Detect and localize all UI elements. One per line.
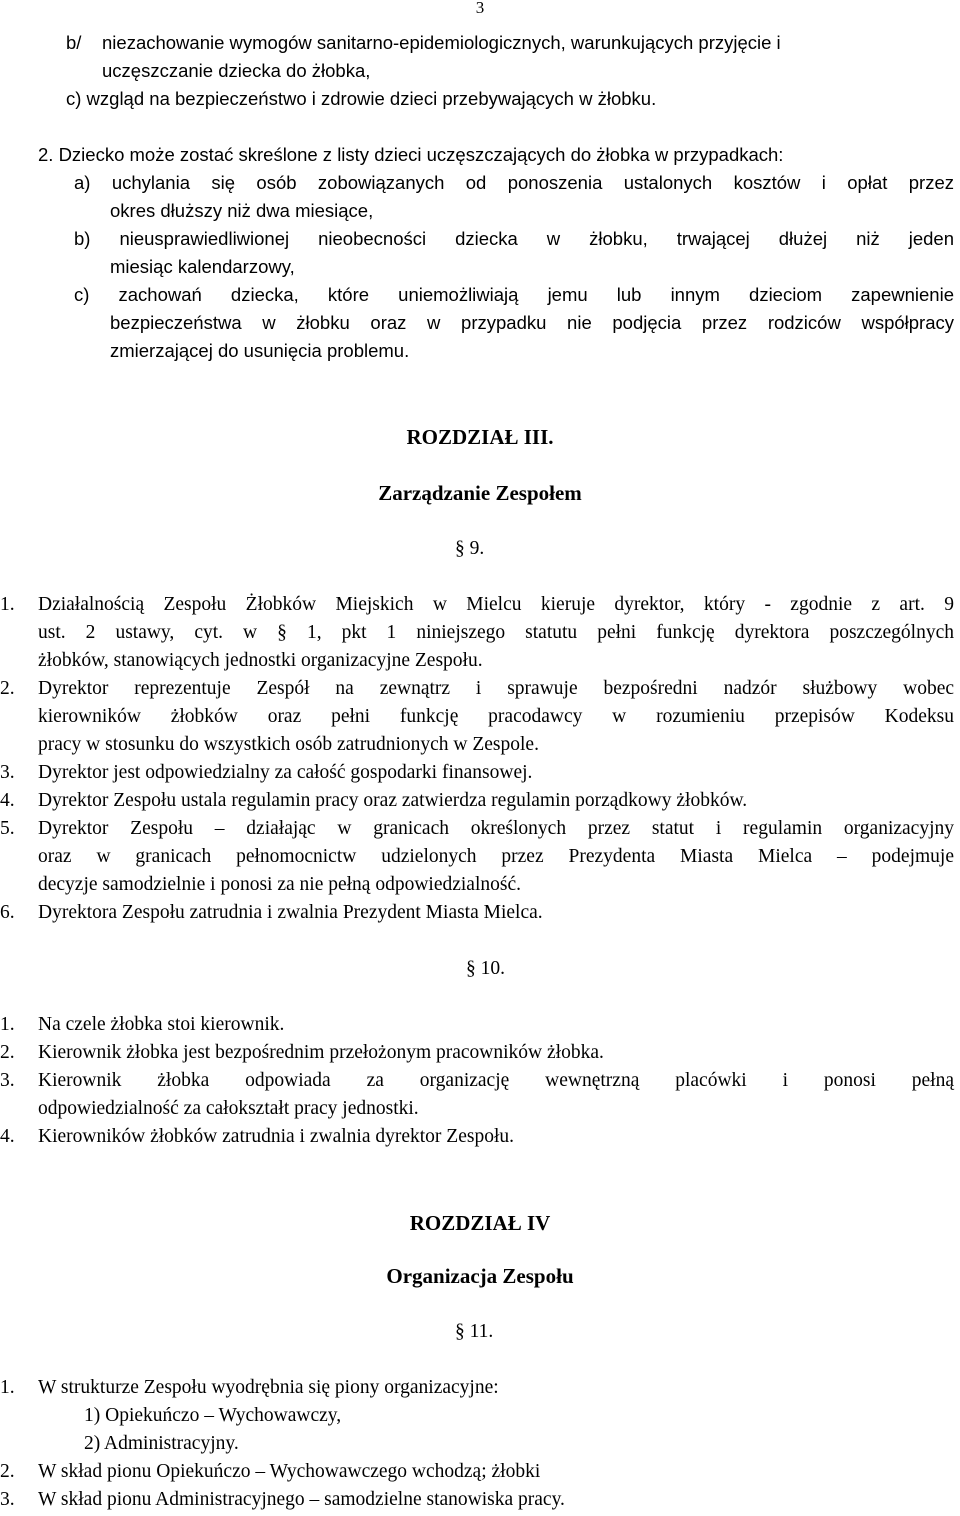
section-9-item-4-line1: Dyrektor Zespołu ustala regulamin pracy oraz zatwierdza regulamin porządkowy żłobków. [38, 790, 748, 811]
list-item-b-line2: uczęszczanie dziecka do żłobka, [102, 60, 371, 81]
section-11-item-1-number: 1. [0, 1377, 15, 1398]
chapter-3-title: ROZDZIAŁ III. [406, 425, 554, 449]
section-10-item-2-number: 2. [0, 1042, 15, 1063]
section-11-item-3-number: 3. [0, 1489, 15, 1510]
page-number: 3 [475, 0, 485, 17]
section-11-subitem-1: 1) Opiekuńczo – Wychowawczy, [84, 1405, 342, 1426]
section-9-item-2-line3: pracy w stosunku do wszystkich osób zatrudnionych w Zespole. [38, 734, 539, 755]
point-2-b-line2: miesiąc kalendarzowy, [110, 256, 295, 277]
section-11-subitem-2: 2) Administracyjny. [84, 1433, 239, 1454]
section-10-item-3-line1: Kierownik żłobka odpowiada za organizację wewnętrzną placówki i ponosi pełną [38, 1070, 954, 1091]
chapter-3-subtitle: Zarządzanie Zespołem [378, 481, 582, 505]
section-9-item-3-number: 3. [0, 762, 15, 783]
section-10-item-2-line1: Kierownik żłobka jest bezpośrednim przełożonym pracowników żłobka. [38, 1042, 604, 1063]
section-11-heading: § 11. [455, 1321, 494, 1342]
section-9-item-1-line2: ust. 2 ustawy, cyt. w § 1, pkt 1 niniejszego statutu pełni funkcję dyrektora poszczególnych [38, 622, 954, 643]
section-9-item-2-number: 2. [0, 678, 15, 699]
section-9-item-4-number: 4. [0, 790, 15, 811]
section-10-item-3-line2: odpowiedzialność za całokształt pracy jednostki. [38, 1098, 419, 1119]
section-10-heading: § 10. [466, 958, 505, 979]
section-9-item-5-number: 5. [0, 818, 15, 839]
chapter-4-subtitle: Organizacja Zespołu [386, 1264, 574, 1288]
point-2-a-line1: a) uchylania się osób zobowiązanych od ponoszenia ustalonych kosztów i opłat przez [74, 172, 954, 193]
section-10-item-3-number: 3. [0, 1070, 15, 1091]
section-11-item-3-text: W skład pionu Administracyjnego – samodzielne stanowiska pracy. [38, 1489, 565, 1510]
section-10-item-4-line1: Kierowników żłobków zatrudnia i zwalnia dyrektor Zespołu. [38, 1126, 514, 1147]
point-2-c-line1: c) zachowań dziecka, które uniemożliwiają jemu lub innym dzieciom zapewnienie [74, 284, 954, 305]
section-10-item-1-number: 1. [0, 1014, 15, 1035]
list-item-c: c) wzgląd na bezpieczeństwo i zdrowie dzieci przebywających w żłobku. [66, 88, 657, 109]
list-item-b-line1: niezachowanie wymogów sanitarno-epidemiologicznych, warunkujących przyjęcie i [102, 32, 781, 53]
section-9-heading: § 9. [455, 538, 485, 559]
section-9-item-5-line3: decyzje samodzielnie i ponosi za nie pełną odpowiedzialność. [38, 874, 521, 895]
chapter-4-title: ROZDZIAŁ IV [409, 1211, 551, 1235]
section-10-item-4-number: 4. [0, 1126, 15, 1147]
point-2-b-line1: b) nieusprawiedliwionej nieobecności dziecka w żłobku, trwającej dłużej niż jeden [74, 228, 954, 249]
section-11-item-1-text: W strukturze Zespołu wyodrębnia się piony organizacyjne: [38, 1377, 499, 1398]
point-2-intro: 2. Dziecko może zostać skreślone z listy dzieci uczęszczających do żłobka w przypadkach: [38, 144, 784, 165]
section-9-item-2-line2: kierowników żłobków oraz pełni funkcję pracodawcy w rozumieniu przepisów Kodeksu [38, 706, 954, 727]
section-9-item-6-number: 6. [0, 902, 15, 923]
section-10-item-1-line1: Na czele żłobka stoi kierownik. [38, 1014, 285, 1035]
list-marker-b: b/ [66, 32, 82, 53]
section-9-item-2-line1: Dyrektor reprezentuje Zespół na zewnątrz i sprawuje bezpośredni nadzór służbowy wobec [38, 678, 954, 699]
section-9-item-1-line1: Działalnością Zespołu Żłobków Miejskich w Mielcu kieruje dyrektor, który - zgodnie z art. 9 [38, 594, 954, 615]
section-9-item-1-line3: żłobków, stanowiących jednostki organizacyjne Zespołu. [38, 650, 483, 671]
section-9-item-1-number: 1. [0, 594, 15, 615]
section-9-item-3-line1: Dyrektor jest odpowiedzialny za całość gospodarki finansowej. [38, 762, 533, 783]
section-9-item-5-line1: Dyrektor Zespołu – działając w granicach określonych przez statut i regulamin organizacyjny [38, 818, 954, 839]
section-9-item-6-line1: Dyrektora Zespołu zatrudnia i zwalnia Prezydent Miasta Mielca. [38, 902, 543, 923]
point-2-a-line2: okres dłuższy niż dwa miesiące, [110, 200, 374, 221]
point-2-c-line3: zmierzającej do usunięcia problemu. [110, 340, 410, 361]
point-2-c-line2: bezpieczeństwa w żłobku oraz w przypadku nie podjęcia przez rodziców współpracy [110, 312, 954, 333]
section-11-item-2-text: W skład pionu Opiekuńczo – Wychowawczego wchodzą; żłobki [38, 1461, 541, 1482]
section-11-item-2-number: 2. [0, 1461, 15, 1482]
section-9-item-5-line2: oraz w granicach pełnomocnictw udzielonych przez Prezydenta Miasta Mielca – podejmuje [38, 846, 954, 867]
